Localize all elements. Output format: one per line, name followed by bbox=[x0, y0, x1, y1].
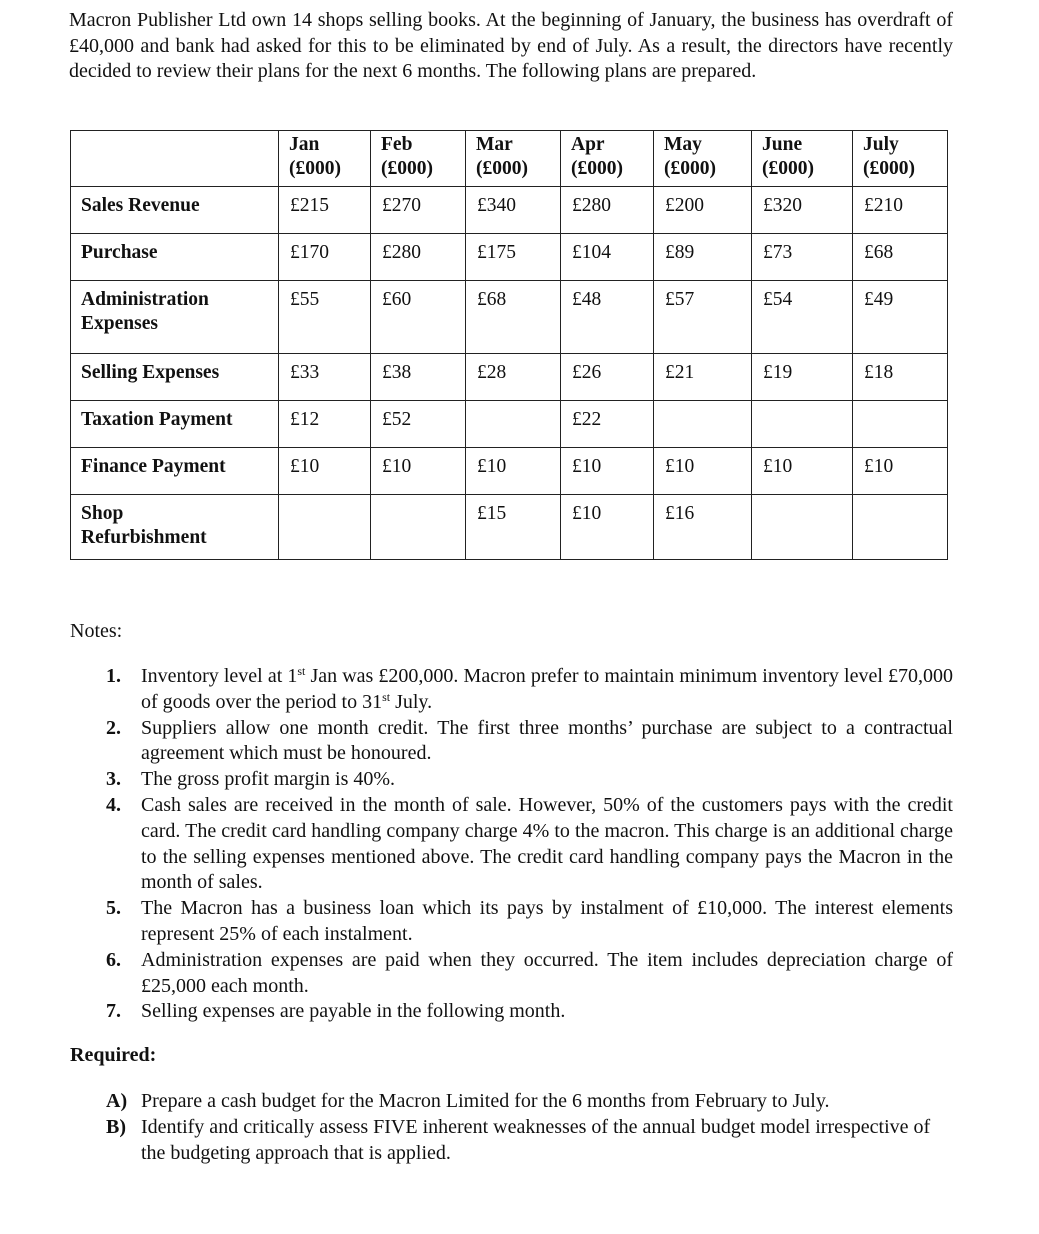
row-label: Administration Expenses bbox=[71, 281, 279, 354]
table-cell: £68 bbox=[853, 234, 948, 281]
table-cell bbox=[853, 495, 948, 560]
note-text: Suppliers allow one month credit. The first three months’ purchase are subject to a contractual agreement which must be honoured. bbox=[141, 716, 953, 765]
table-cell: £10 bbox=[752, 448, 853, 495]
table-cell: £52 bbox=[371, 401, 466, 448]
table-cell: £28 bbox=[466, 354, 561, 401]
list-number: A) bbox=[106, 1090, 128, 1112]
row-label: Sales Revenue bbox=[71, 187, 279, 234]
table-cell: £210 bbox=[853, 187, 948, 234]
table-cell: £280 bbox=[371, 234, 466, 281]
list-item bbox=[106, 793, 953, 896]
table-row bbox=[71, 401, 948, 448]
table-cell: £73 bbox=[752, 234, 853, 281]
table-cell: £26 bbox=[561, 354, 654, 401]
table-cell: £38 bbox=[371, 354, 466, 401]
required-text: Prepare a cash budget for the Macron Limited for the 6 months from February to July. bbox=[141, 1090, 830, 1112]
superscript: st bbox=[382, 689, 391, 704]
list-number: 7. bbox=[106, 1000, 121, 1023]
table-row bbox=[71, 448, 948, 495]
table-cell: £60 bbox=[371, 281, 466, 354]
table-cell bbox=[466, 401, 561, 448]
header-jan: Jan (£000) bbox=[279, 131, 371, 187]
note-text: Cash sales are received in the month of sale. However, 50% of the customers pays with the credit card. The credit card handling company charge 4% to the macron. This charge is an additional charge to the selling expenses mentioned above. The credit card handling company pays the Macron in the month of sales. bbox=[141, 793, 953, 894]
table-cell: £89 bbox=[654, 234, 752, 281]
table-cell: £170 bbox=[279, 234, 371, 281]
table-cell: £12 bbox=[279, 401, 371, 448]
note-text: The Macron has a business loan which its pays by instalment of £10,000. The interest elements represent 25% of each instalment. bbox=[141, 897, 953, 945]
list-item bbox=[106, 896, 953, 948]
table-cell: £215 bbox=[279, 187, 371, 234]
table-cell: £15 bbox=[466, 495, 561, 560]
table-cell bbox=[371, 495, 466, 560]
table-row bbox=[71, 234, 948, 281]
list-number: 5. bbox=[106, 897, 121, 920]
row-label: Shop Refurbishment bbox=[71, 495, 279, 560]
note-text: July. bbox=[390, 690, 433, 713]
plans-table bbox=[70, 130, 948, 560]
row-label: Purchase bbox=[71, 234, 279, 281]
table-cell: £280 bbox=[561, 187, 654, 234]
note-text: Inventory level at 1 bbox=[141, 665, 298, 687]
table-cell: £10 bbox=[279, 448, 371, 495]
header-may: May (£000) bbox=[654, 131, 752, 187]
list-number: 6. bbox=[106, 948, 121, 971]
note-text: Jan was £200,000. Macron prefer to maintain minimum inventory level £70,000 of goods over the period to 31 bbox=[141, 665, 953, 713]
list-item bbox=[106, 716, 953, 768]
list-number: B) bbox=[106, 1115, 126, 1138]
table-cell: £175 bbox=[466, 234, 561, 281]
table-cell: £55 bbox=[279, 281, 371, 354]
table-row bbox=[71, 281, 948, 354]
required-list bbox=[106, 1089, 953, 1166]
list-number: 3. bbox=[106, 768, 121, 791]
table-cell: £57 bbox=[654, 281, 752, 354]
table-cell: £10 bbox=[466, 448, 561, 495]
notes-heading: Notes: bbox=[70, 620, 123, 642]
list-number: 1. bbox=[106, 665, 121, 687]
table-cell: £10 bbox=[561, 495, 654, 560]
superscript: st bbox=[297, 664, 306, 678]
required-heading: Required: bbox=[70, 1044, 157, 1066]
table-cell: £18 bbox=[853, 354, 948, 401]
table-cell: £320 bbox=[752, 187, 853, 234]
list-item bbox=[106, 664, 953, 716]
list-item bbox=[106, 1089, 953, 1115]
table-cell: £10 bbox=[654, 448, 752, 495]
row-label: Taxation Payment bbox=[71, 401, 279, 448]
table-cell: £200 bbox=[654, 187, 752, 234]
required-text: Identify and critically assess FIVE inherent weaknesses of the annual budget model irrespective of the budgeting approach that is applied. bbox=[141, 1115, 931, 1164]
table-cell bbox=[279, 495, 371, 560]
note-text: Administration expenses are paid when they occurred. The item includes depreciation charge of £25,000 each month. bbox=[141, 948, 953, 997]
table-cell: £49 bbox=[853, 281, 948, 354]
table-cell: £33 bbox=[279, 354, 371, 401]
table-cell: £104 bbox=[561, 234, 654, 281]
table-cell: £48 bbox=[561, 281, 654, 354]
intro-paragraph: Macron Publisher Ltd own 14 shops selling books. At the beginning of January, the business has overdraft of £40,000 and bank had asked for this to be eliminated by end of July. As a result, the directors have recently decided to review their plans for the next 6 months. The following plans are prepared. bbox=[69, 9, 953, 82]
table-row bbox=[71, 354, 948, 401]
list-item bbox=[106, 999, 953, 1025]
table-cell: £10 bbox=[561, 448, 654, 495]
note-text: The gross profit margin is 40%. bbox=[141, 768, 396, 791]
table-cell: £22 bbox=[561, 401, 654, 448]
table-cell: £340 bbox=[466, 187, 561, 234]
table-cell: £10 bbox=[371, 448, 466, 495]
table-cell: £21 bbox=[654, 354, 752, 401]
list-number: 2. bbox=[106, 716, 121, 739]
row-label: Finance Payment bbox=[71, 448, 279, 495]
note-text: Selling expenses are payable in the following month. bbox=[141, 1000, 566, 1023]
header-july: July (£000) bbox=[853, 131, 948, 187]
table-cell bbox=[752, 401, 853, 448]
table-row bbox=[71, 495, 948, 560]
list-item bbox=[106, 1115, 953, 1167]
table-cell: £19 bbox=[752, 354, 853, 401]
table-cell: £270 bbox=[371, 187, 466, 234]
header-blank bbox=[71, 131, 279, 187]
list-item bbox=[106, 767, 953, 793]
header-apr: Apr (£000) bbox=[561, 131, 654, 187]
table-row bbox=[71, 187, 948, 234]
table-cell: £10 bbox=[853, 448, 948, 495]
table-header-row bbox=[71, 131, 948, 187]
header-mar: Mar (£000) bbox=[466, 131, 561, 187]
table-cell: £54 bbox=[752, 281, 853, 354]
list-number: 4. bbox=[106, 793, 121, 816]
row-label: Selling Expenses bbox=[71, 354, 279, 401]
table-cell bbox=[853, 401, 948, 448]
header-feb: Feb (£000) bbox=[371, 131, 466, 187]
table-cell: £68 bbox=[466, 281, 561, 354]
table-cell bbox=[752, 495, 853, 560]
table-cell bbox=[654, 401, 752, 448]
header-june: June (£000) bbox=[752, 131, 853, 187]
table-cell: £16 bbox=[654, 495, 752, 560]
notes-list bbox=[106, 664, 953, 1025]
list-item bbox=[106, 948, 953, 1000]
